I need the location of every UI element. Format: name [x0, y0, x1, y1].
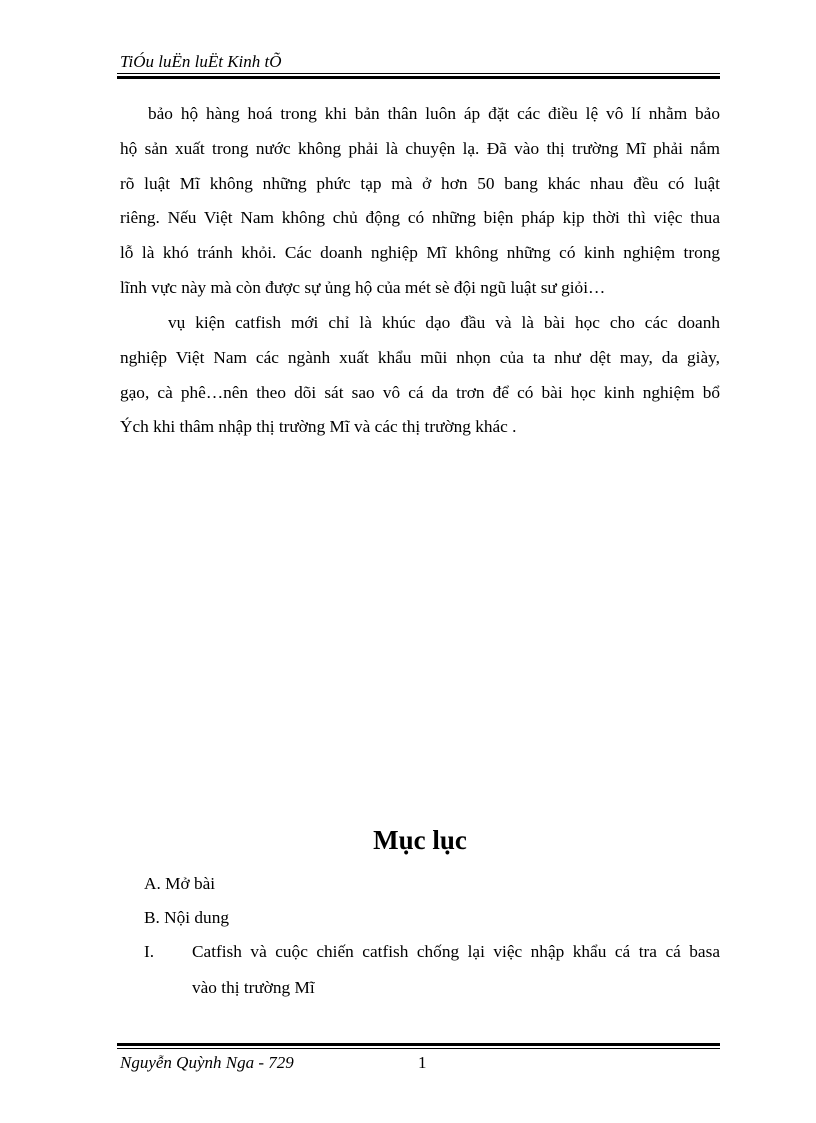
toc-item-b: B. Nội dung — [144, 908, 229, 927]
paragraph-line: bảo hộ hàng hoá trong khi bản thân luôn áp đặt các điều lệ vô lí nhằm bảo — [148, 104, 720, 123]
toc-item-i-line: vào thị trường Mĩ — [192, 978, 315, 997]
paragraph-line: lĩnh vực này mà còn được sự ủng hộ của mét sè đội ngũ luật sư giỏi… — [120, 277, 606, 297]
footer-rule-thick — [117, 1043, 720, 1046]
paragraph-line: vụ kiện catfish mới chỉ là khúc dạo đầu và là bài học cho các doanh — [168, 313, 720, 332]
running-header: TiÓu luËn luËt Kinh tÕ — [120, 52, 282, 71]
body-paragraph-1 — [120, 97, 720, 306]
toc-item-i-number: I. — [144, 942, 155, 961]
body-paragraph-2 — [120, 306, 720, 445]
paragraph-line: riêng. Nếu Việt Nam không chủ động có những biện pháp kịp thời thì việc thua — [120, 208, 720, 228]
header-rule-thin — [117, 73, 720, 74]
toc-item-i-text — [192, 940, 720, 1000]
paragraph-line: hộ sản xuất trong nước không phải là chuyện lạ. Đã vào thị trường Mĩ phải nắm — [120, 138, 720, 158]
paragraph-line: nghiệp Việt Nam các ngành xuất khẩu mũi nhọn của ta như dệt may, da giày, — [120, 347, 720, 367]
toc-title: Mục lục — [373, 825, 467, 855]
paragraph-line: rõ luật Mĩ không những phức tạp mà ở hơn 50 bang khác nhau đều có luật — [120, 173, 720, 193]
header-rule-thick — [117, 76, 720, 79]
page-number: 1 — [418, 1053, 427, 1072]
toc-item-a: A. Mở bài — [144, 874, 216, 893]
footer-author: Nguyễn Quỳnh Nga - 729 — [120, 1053, 294, 1072]
footer-rule-thin — [117, 1048, 720, 1049]
toc-item-i-line: Catfish và cuộc chiến catfish chống lại việc nhập khẩu cá tra cá basa — [192, 942, 720, 961]
paragraph-line: gạo, cà phê…nên theo dõi sát sao vô cá da trơn để có bài học kinh nghiệm bổ — [120, 382, 720, 402]
paragraph-line: lỗ là khó tránh khỏi. Các doanh nghiệp Mĩ không những có kinh nghiệm trong — [120, 243, 720, 263]
paragraph-line: Ých khi thâm nhập thị trường Mĩ và các thị trường khác . — [120, 417, 517, 437]
